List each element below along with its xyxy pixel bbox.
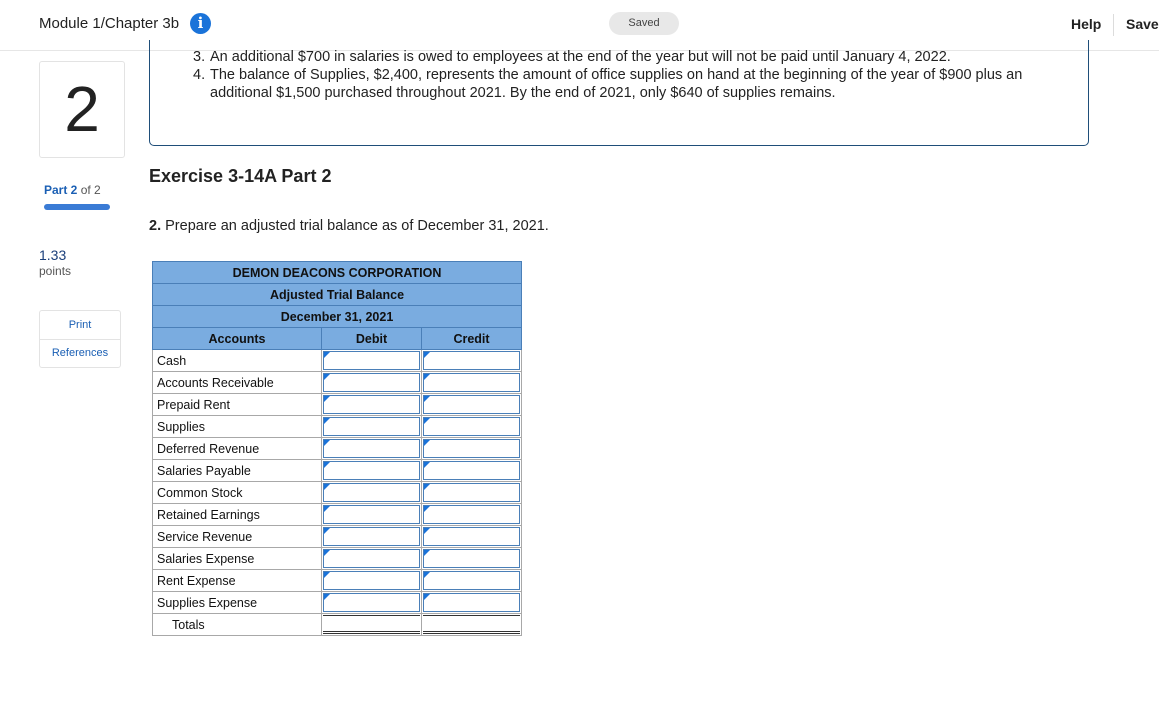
debit-input[interactable] [323,351,420,370]
info-item-number: 4. [193,67,206,83]
credit-cell [422,482,522,504]
account-name: Cash [153,350,322,372]
toolbar-divider [1113,14,1114,36]
part-of: of 2 [80,183,101,197]
credit-cell [422,526,522,548]
debit-cell [322,372,422,394]
account-name: Supplies Expense [153,592,322,614]
debit-input[interactable] [323,571,420,590]
saved-status-badge: Saved [609,12,679,35]
help-button[interactable]: Help [1071,16,1102,32]
tools-box [39,310,121,368]
credit-input[interactable] [423,527,520,546]
table-row [153,548,522,570]
credit-cell [422,592,522,614]
credit-input[interactable] [423,549,520,568]
credit-cell [422,570,522,592]
table-row [153,526,522,548]
table-row [153,438,522,460]
info-list [193,48,1088,102]
credit-input[interactable] [423,351,520,370]
table-row [153,372,522,394]
credit-cell [422,438,522,460]
credit-total-field [423,615,520,634]
table-row [153,394,522,416]
totals-label: Totals [153,614,322,636]
instruction [149,218,549,234]
credit-input[interactable] [423,505,520,524]
account-name: Rent Expense [153,570,322,592]
account-name: Supplies [153,416,322,438]
credit-input[interactable] [423,439,520,458]
table-row [153,570,522,592]
debit-total-field [323,615,420,634]
tools-divider [40,339,120,340]
account-name: Accounts Receivable [153,372,322,394]
debit-cell [322,350,422,372]
credit-cell [422,548,522,570]
statement-name: Adjusted Trial Balance [153,284,522,306]
credit-input[interactable] [423,461,520,480]
credit-total-cell [422,614,522,636]
company-name: DEMON DEACONS CORPORATION [153,262,522,284]
info-item-number: 3. [193,49,206,65]
exercise-title: Exercise 3-14A Part 2 [149,166,332,186]
debit-total-cell [322,614,422,636]
instruction-number: 2. [149,218,162,234]
debit-input[interactable] [323,417,420,436]
info-item [193,48,1088,66]
statement-date: December 31, 2021 [153,306,522,328]
question-number: 2 [64,73,100,145]
debit-cell [322,438,422,460]
part-current: Part 2 [44,183,78,197]
account-name: Deferred Revenue [153,438,322,460]
debit-input[interactable] [323,439,420,458]
problem-info-panel [149,40,1089,146]
debit-cell [322,460,422,482]
credit-cell [422,504,522,526]
credit-input[interactable] [423,593,520,612]
save-button[interactable]: Save [1126,16,1159,32]
debit-cell [322,548,422,570]
credit-cell [422,416,522,438]
debit-input[interactable] [323,505,420,524]
debit-input[interactable] [323,483,420,502]
points-label: points [39,264,72,278]
column-header-accounts: Accounts [153,328,322,350]
table-row [153,460,522,482]
instruction-text: Prepare an adjusted trial balance as of December 31, 2021. [165,218,549,234]
debit-cell [322,394,422,416]
print-button[interactable]: Print [68,319,92,331]
part-indicator[interactable] [44,183,101,197]
table-row [153,416,522,438]
info-icon[interactable]: i [190,13,211,34]
credit-input[interactable] [423,395,520,414]
debit-input[interactable] [323,373,420,392]
info-item-text: The balance of Supplies, $2,400, represents the amount of office supplies on hand at the beginning of the year of $900 plus an additional $1,500 purchased throughout 2021. By the end of 2021, only $640 of supplies remains. [210,67,1023,101]
column-header-credit: Credit [422,328,522,350]
table-row [153,592,522,614]
credit-input[interactable] [423,483,520,502]
account-name: Salaries Payable [153,460,322,482]
table-row [153,504,522,526]
column-header-debit: Debit [322,328,422,350]
adjusted-trial-balance-table [152,261,522,636]
debit-cell [322,526,422,548]
account-name: Retained Earnings [153,504,322,526]
debit-input[interactable] [323,549,420,568]
info-item-text: An additional $700 in salaries is owed to employees at the end of the year but will not be paid until January 4, 2022. [210,49,951,65]
points-value: 1.33 [39,247,67,263]
debit-input[interactable] [323,527,420,546]
credit-input[interactable] [423,373,520,392]
credit-cell [422,372,522,394]
account-name: Prepaid Rent [153,394,322,416]
table-row [153,482,522,504]
debit-cell [322,416,422,438]
debit-input[interactable] [323,593,420,612]
table-row [153,350,522,372]
debit-input[interactable] [323,461,420,480]
credit-input[interactable] [423,571,520,590]
credit-cell [422,350,522,372]
part-progress-bar [44,204,110,210]
info-item [193,66,1088,102]
credit-cell [422,460,522,482]
debit-input[interactable] [323,395,420,414]
module-title: Module 1/Chapter 3b [39,15,180,32]
debit-cell [322,482,422,504]
account-name: Common Stock [153,482,322,504]
question-number-box [39,61,125,158]
references-button[interactable]: References [51,347,109,359]
credit-cell [422,394,522,416]
totals-row [153,614,522,636]
account-name: Service Revenue [153,526,322,548]
debit-cell [322,592,422,614]
account-name: Salaries Expense [153,548,322,570]
credit-input[interactable] [423,417,520,436]
debit-cell [322,570,422,592]
debit-cell [322,504,422,526]
